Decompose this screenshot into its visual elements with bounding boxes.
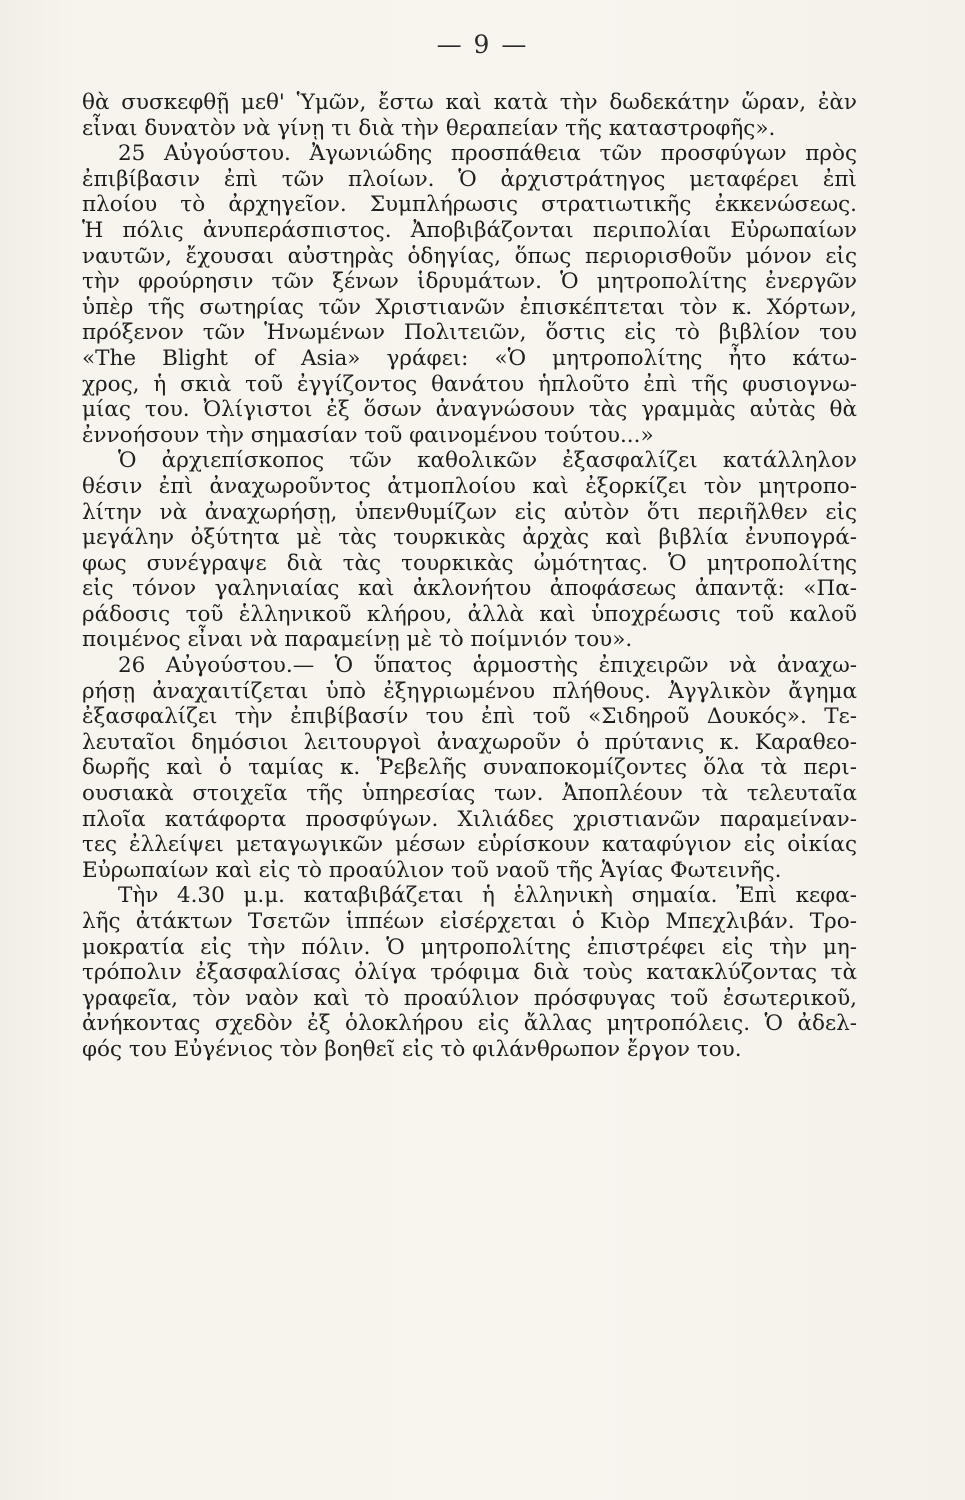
text-line: θέσιν ἐπὶ ἀναχωροῦντος ἀτμοπλοίου καὶ ἐξορκίζει τὸν μητροπο- xyxy=(82,473,857,499)
text-line: ρήσῃ ἀναχαιτίζεται ὑπὸ ἐξηγριωμένου πλήθους. Ἀγγλικὸν ἄγημα xyxy=(82,678,857,704)
text-line: φός του Εὐγένιος τὸν βοηθεῖ εἰς τὸ φιλάνθρωπον ἔργον του. xyxy=(82,1036,742,1062)
text-line: τες ἐλλείψει μεταγωγικῶν μέσων εὑρίσκουν καταφύγιον εἰς οἰκίας xyxy=(82,832,857,858)
text-line: 25 Αὐγούστου. Ἀγωνιώδης προσπάθεια τῶν προσφύγων πρὸς xyxy=(118,141,857,167)
text-line: πλοῖα κατάφορτα προσφύγων. Χιλιάδες χριστιανῶν παραμείναν- xyxy=(82,806,857,832)
text-line: γραφεῖα, τὸν ναὸν καὶ τὸ προαύλιον πρόσφυγας τοῦ ἐσωτερικοῦ, xyxy=(82,985,857,1011)
text-line: ἐννοήσουν τὴν σημασίαν τοῦ φαινομένου τούτου...» xyxy=(82,422,654,448)
text-line: «The Blight of Asia» γράφει: «Ὁ μητροπολίτης ἦτο κάτω- xyxy=(82,345,857,371)
text-line: λίτην νὰ ἀναχωρήσῃ, ὑπενθυμίζων εἰς αὐτὸν ὅτι περιῆλθεν εἰς xyxy=(82,499,857,525)
text-line: Ὁ ἀρχιεπίσκοπος τῶν καθολικῶν ἐξασφαλίζει κατάλληλον xyxy=(118,448,857,474)
text-line: πρόξενον τῶν Ἡνωμένων Πολιτειῶν, ὅστις εἰς τὸ βιβλίον του xyxy=(82,320,857,346)
text-line: λευταῖοι δημόσιοι λειτουργοὶ ἀναχωροῦν ὁ πρύτανις κ. Καραθεο- xyxy=(82,729,857,755)
text-line: τρόπολιν ἐξασφαλίσας ὀλίγα τρόφιμα διὰ τοὺς κατακλύζοντας τὰ xyxy=(82,960,857,986)
text-line: ἐξασφαλίζει τὴν ἐπιβίβασίν του ἐπὶ τοῦ «Σιδηροῦ Δουκός». Τε- xyxy=(82,704,857,730)
text-line: ράδοσις τοῦ ἑλληνικοῦ κλήρου, ἀλλὰ καὶ ὑποχρέωσις τοῦ καλοῦ xyxy=(82,601,857,627)
text-line: ἐπιβίβασιν ἐπὶ τῶν πλοίων. Ὁ ἀρχιστράτηγος μεταφέρει ἐπὶ xyxy=(82,166,857,192)
text-line: λῆς ἀτάκτων Τσετῶν ἱππέων εἰσέρχεται ὁ Κιὸρ Μπεχλιβάν. Τρο- xyxy=(82,909,857,934)
text-line: Εὐρωπαίων καὶ εἰς τὸ προαύλιον τοῦ ναοῦ τῆς Ἁγίας Φωτεινῆς. xyxy=(82,857,782,883)
text-line: μεγάλην ὀξύτητα μὲ τὰς τουρκικὰς ἀρχὰς καὶ βιβλία ἐνυπογρά- xyxy=(82,525,857,551)
text-line: θὰ συσκεφθῇ μεθ' Ὑμῶν, ἔστω καὶ κατὰ τὴν δωδεκάτην ὥραν, ἐὰν xyxy=(82,90,857,115)
text-line: εἰς τόνον γαληνιαίας καὶ ἀκλονήτου ἀποφάσεως ἀπαντᾷ: «Πα- xyxy=(82,576,857,602)
text-line: ὑπὲρ τῆς σωτηρίας τῶν Χριστιανῶν ἐπισκέπτεται τὸν κ. Χόρτων, xyxy=(82,294,857,320)
text-line: ἀνήκοντας σχεδὸν ἐξ ὁλοκλήρου εἰς ἄλλας μητροπόλεις. Ὁ ἀδελ- xyxy=(82,1011,857,1037)
page-number: — 9 — xyxy=(436,30,529,59)
text-line: Τὴν 4.30 μ.μ. καταβιβάζεται ἡ ἑλληνικὴ σημαία. Ἐπὶ κεφα- xyxy=(118,883,857,909)
text-line: δωρῆς καὶ ὁ ταμίας κ. Ῥεβελῆς συναποκομίζοντες ὅλα τὰ περι- xyxy=(82,755,857,781)
body-text xyxy=(82,90,857,1063)
text-line: ποιμένος εἶναι νὰ παραμείνῃ μὲ τὸ ποίμνιόν του». xyxy=(82,627,633,653)
text-line: ναυτῶν, ἔχουσαι αὐστηρὰς ὁδηγίας, ὅπως περιορισθοῦν μόνον εἰς xyxy=(82,243,857,269)
text-line: 26 Αὐγούστου.— Ὁ ὕπατος ἁρμοστὴς ἐπιχειρῶν νὰ ἀναχω- xyxy=(118,653,857,679)
text-line: τὴν φρούρησιν τῶν ξένων ἱδρυμάτων. Ὁ μητροπολίτης ἐνεργῶν xyxy=(82,269,857,295)
text-line: μίας του. Ὀλίγιστοι ἐξ ὅσων ἀναγνώσουν τὰς γραμμὰς αὐτὰς θὰ xyxy=(82,397,857,423)
text-line: ουσιακὰ στοιχεῖα τῆς ὑπηρεσίας των. Ἀποπλέουν τὰ τελευταῖα xyxy=(82,781,857,807)
text-line: εἶναι δυνατὸν νὰ γίνῃ τι διὰ τὴν θεραπείαν τῆς καταστροφῆς». xyxy=(82,115,776,141)
text-line: Ἡ πόλις ἀνυπεράσπιστος. Ἀποβιβάζονται περιπολίαι Εὐρωπαίων xyxy=(82,217,857,243)
text-line: φως συνέγραψε διὰ τὰς τουρκικὰς ὠμότητας. Ὁ μητροπολίτης xyxy=(82,550,857,576)
text-line: χρος, ἡ σκιὰ τοῦ ἐγγίζοντος θανάτου ἡπλοῦτο ἐπὶ τῆς φυσιογνω- xyxy=(82,371,857,397)
text-line: πλοίου τὸ ἀρχηγεῖον. Συμπλήρωσις στρατιωτικῆς ἐκκενώσεως. xyxy=(82,192,857,218)
text-line: μοκρατία εἰς τὴν πόλιν. Ὁ μητροπολίτης ἐπιστρέφει εἰς τὴν μη- xyxy=(82,934,857,960)
